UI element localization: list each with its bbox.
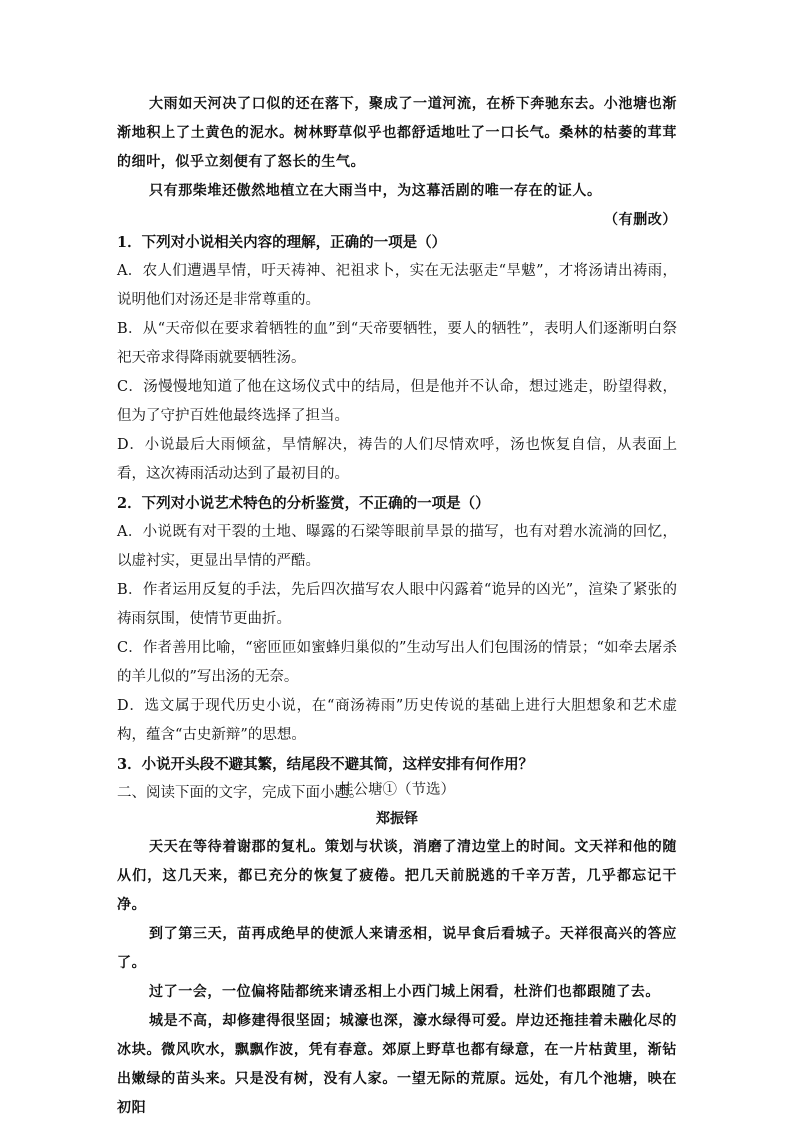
question-1-option-a: A．农人们遭遇旱情，吁天祷神、祀祖求卜，实在无法驱走“旱魃”，才将汤请出祷雨，说明他们对汤还是非常尊重的。 xyxy=(117,263,677,308)
excerpt-source-note: （有删改） xyxy=(604,212,677,228)
question-2-option-b: B．作者运用反复的手法，先后四次描写农人眼中闪露着“诡异的凶光”，渲染了紧张的祷雨氛围，使情节更曲折。 xyxy=(117,582,677,627)
question-2-option-a: A．小说既有对干裂的土地、曝露的石梁等眼前旱景的描写，也有对碧水流淌的回忆，以虚衬实，更显出旱情的严酷。 xyxy=(117,524,677,569)
question-1-option-c: C．汤慢慢地知道了他在这场仪式中的结局，但是他并不认命，想过逃走，盼望得救，但为了守护百姓他最终选择了担当。 xyxy=(117,379,677,424)
second-text-author: 郑振铎 xyxy=(376,811,418,827)
section-two-instruction: 二、阅读下面的文字，完成下面小题。 xyxy=(117,785,364,801)
question-2-option-c: C．作者善用比喻，“密匝匝如蜜蜂归巢似的”生动写出人们包围汤的情景；“如牵去屠杀的羊儿似的”写出汤的无奈。 xyxy=(117,640,677,685)
question-1-option-b: B．从“天帝似在要求着牺牲的血”到“天帝要牺牲，要人的牺牲”，表明人们逐渐明白祭祀天帝求得降雨就要牺牲汤。 xyxy=(117,321,677,366)
excerpt-paragraph: 只有那柴堆还傲然地植立在大雨当中，为这幕活剧的唯一存在的证人。 xyxy=(149,183,602,199)
excerpt-paragraph: 大雨如天河决了口似的还在落下，聚成了一道河流，在桥下奔驰东去。小池塘也渐渐地积上了土黄色的泥水。树林野草似乎也都舒适地吐了一口长气。桑林的枯萎的茸茸的细叶，似乎立刻便有了怒长的生气。 xyxy=(117,96,677,170)
second-text xyxy=(117,776,677,1123)
second-text-paragraph: 到了第三天，苗再成绝早的使派人来请丞相，说早食后看城子。天祥很高兴的答应了。 xyxy=(117,926,677,971)
question-2: 2．下列对小说艺术特色的分析鉴赏，不正确的一项是（） xyxy=(117,495,490,512)
question-2-option-d: D．选文属于现代历史小说，在“商汤祷雨”历史传说的基础上进行大胆想象和艺术虚构，蕴含“古史新辩”的思想。 xyxy=(117,698,677,743)
excerpt-top xyxy=(117,90,677,235)
question-3: 3．小说开头段不避其繁，结尾段不避其简，这样安排有何作用？ xyxy=(117,756,534,773)
question-1: 1．下列对小说相关内容的理解，正确的一项是（） xyxy=(117,234,447,251)
second-text-paragraph: 城是不高，却修建得很坚固；城濠也深，濠水绿得可爱。岸边还拖挂着未融化尽的冰块。微风吹水，飘飘作波，凭有春意。郊原上野草也都有绿意，在一片枯黄里，渐钻出嫩绿的苗头来。只是没有树，没有人家。一望无际的荒原。远处，有几个池塘，映在初阳 xyxy=(117,1013,677,1116)
question-section xyxy=(117,228,677,808)
second-text-paragraph: 天天在等待着谢郡的复札。策划与状谈，消磨了清边堂上的时间。文天祥和他的随从们，这几天来，都已充分的恢复了疲倦。把几天前脱逃的千辛万苦，几乎都忘记干净。 xyxy=(117,839,677,913)
second-text-paragraph: 过了一会，一位偏将陆都统来请丞相上小西门城上闲看，杜浒们也都跟随了去。 xyxy=(149,984,660,1000)
question-1-option-d: D．小说最后大雨倾盆，旱情解决，祷告的人们尽情欢呼，汤也恢复自信，从表面上看，这次祷雨活动达到了最初目的。 xyxy=(117,437,677,482)
second-text-title: 桂公塘①（节选） xyxy=(339,782,455,798)
